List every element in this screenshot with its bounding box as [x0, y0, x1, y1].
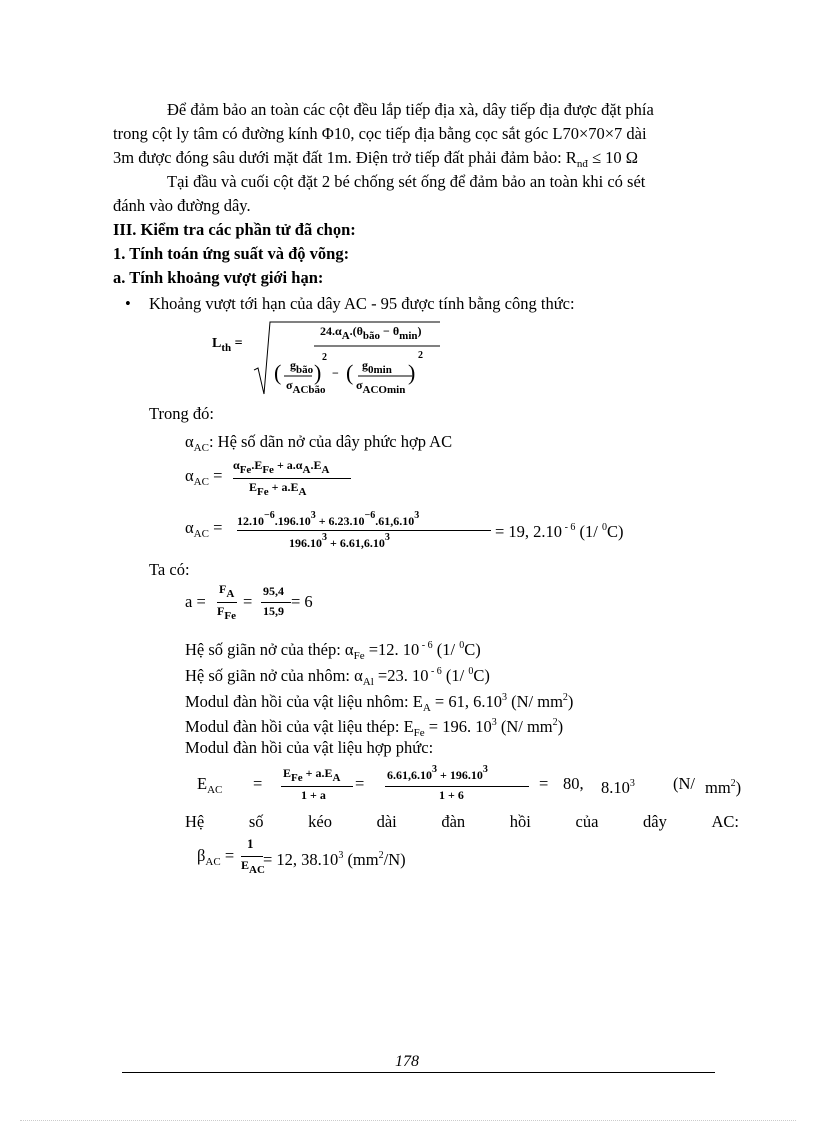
alpha-formula-symbolic: $\alpha_{AC}$ = αFe.EFe + a.αA.EA EFe + a.EA: [185, 456, 385, 500]
subheading-a: a. Tính khoảng vượt giới hạn:: [113, 268, 324, 287]
intro-line-1: Để đảm bảo an toàn các cột đều lắp tiếp địa xà, dây tiếp địa được đặt phía: [167, 100, 654, 119]
beta-word: của: [575, 812, 599, 831]
beta-word: kéo: [308, 812, 332, 831]
alpha-ac-description: $\alpha_{AC}$: Hệ số dãn nở của dây phức hợp AC: [185, 432, 453, 454]
para2-line-2: đánh vào đường dây.: [113, 196, 251, 215]
beta-description-line: [185, 812, 739, 832]
beta-word: số: [248, 812, 264, 831]
subheading-1: 1. Tính toán ứng suất và độ võng:: [113, 244, 350, 263]
steel-expansion-coeff: Hệ số giãn nở của thép: $\alpha_{Fe} =12$. 10 $^{- 6}$ (1/ $^0$C): [185, 640, 481, 662]
intro-line-3: 3m được đóng sâu dưới mặt đất 1m. Điện trở tiếp đất phải đảm bảo: $R_{nđ} \le 10$ Ω: [113, 148, 639, 170]
beta-word: dài: [376, 812, 397, 831]
para2-line-1: Tại đầu và cuối cột đặt 2 bé chống sét ống để đảm bảo an toàn khi có sét: [167, 172, 646, 191]
page-number: 178: [395, 1053, 419, 1070]
aluminium-modulus: Modul đàn hồi của vật liệu nhôm: $E_A = 61$, 6.10$^3$ (N/ $mm^2$): [185, 692, 574, 714]
footer-rule: [122, 1072, 715, 1073]
alpha-formula-numeric: $\alpha_{AC}$ = $12.10^{-6}.196.10^3 + 6.23.10^{-6}.61,6.10^3$ $196.10^3 + 6.61,6.10^3$ = 19, 2.10 $^{- 6}$ (1/ $^0$C): [185, 510, 624, 550]
steel-modulus: Modul đàn hồi của vật liệu thép: $E_{Fe} = 196$. $10^3$ (N/ $mm^2$): [185, 717, 564, 739]
beta-word: AC:: [711, 812, 739, 831]
eac-formula: $E_{AC}$ = EFe + a.EA 1 + a = $6.61,6.10^3 + 196.10^3$ 1 + 6 = 80, 8.10$^3$ (N/ $mm^2$): [197, 764, 742, 802]
composite-modulus-label: Modul đàn hồi của vật liệu hợp phức:: [185, 738, 434, 757]
formula-lth: $L_{th}$ = 24.αA.(θbão − θmin) ( gbão σACbão ) 2 − ( g0min σACOmin ) 2: [212, 318, 442, 400]
beta-formula: $\beta_{AC}$ = 1 EAC = 12, 38.10$^3$ $(mm^2/N)$: [197, 836, 406, 876]
aluminium-expansion-coeff: Hệ số giãn nở của nhôm: $\alpha_{Al} =23$. 10 $^{- 6}$ (1/ $^0$C): [185, 666, 490, 688]
beta-word: Hệ: [185, 812, 205, 831]
page-bottom-border: [20, 1120, 796, 1121]
a-ratio-formula: a = FA FFe = 95,4 15,9 = 6: [185, 582, 313, 622]
ta-co-label: Ta có:: [149, 560, 190, 579]
section-heading-3: III. Kiểm tra các phần tử đã chọn:: [113, 220, 356, 239]
bullet-symbol: •: [125, 294, 131, 313]
beta-word: đàn: [441, 812, 466, 831]
beta-word: hồi: [509, 812, 531, 831]
bullet-text: Khoảng vượt tới hạn của dây AC - 95 được tính bằng công thức:: [149, 294, 575, 313]
beta-word: dây: [643, 812, 667, 831]
intro-line-2: trong cột ly tâm có đường kính Φ10, cọc tiếp địa bằng cọc sắt góc L70×70×7 dài: [113, 124, 647, 143]
where-label: Trong đó:: [149, 404, 214, 423]
